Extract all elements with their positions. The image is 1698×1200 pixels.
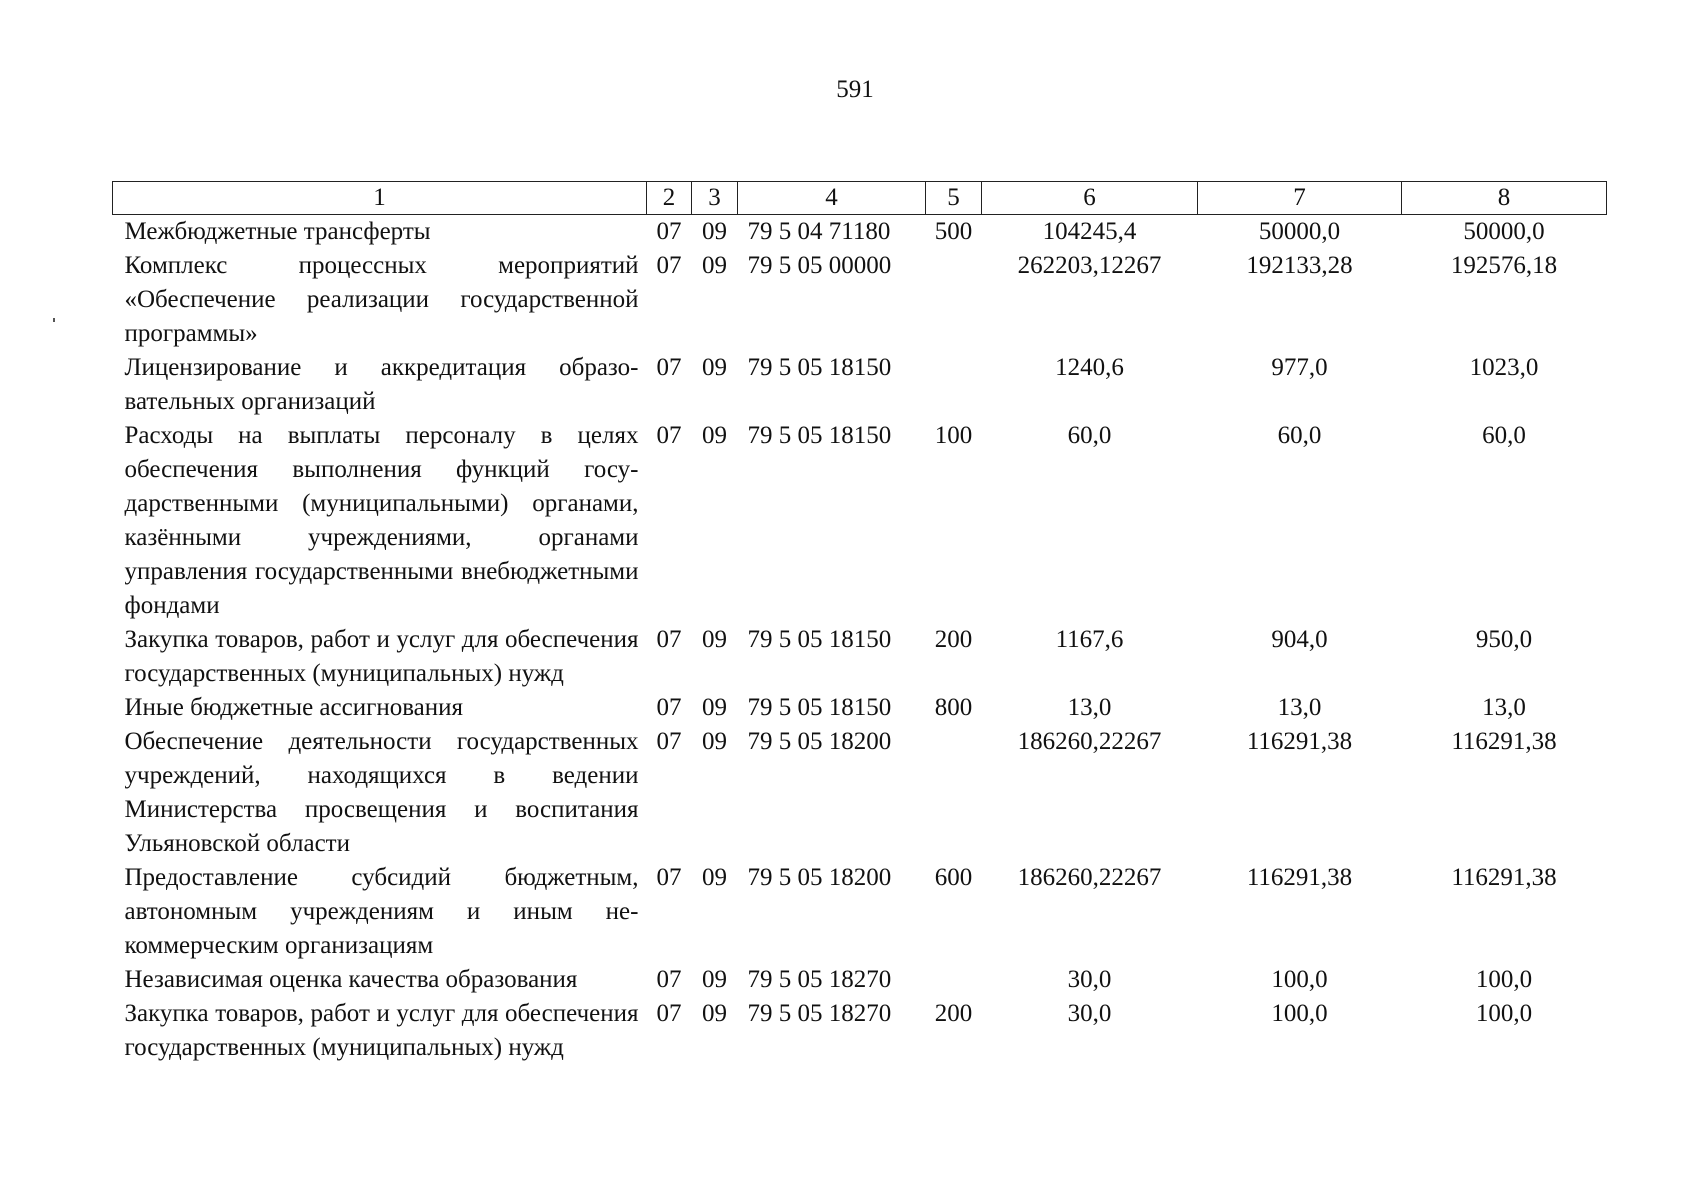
row-name: Расходы на выплаты персоналу в целях обеспечения выполнения функций государственными (муниципальными) органами, казёнными учреждениями, органами управления государственными внебюджетными фондами xyxy=(124,422,639,619)
row-name: Закупка товаров, работ и услуг для обеспечения государственных (муниципальных) нужд xyxy=(124,626,639,687)
row-value-col8: 1023,0 xyxy=(1469,354,1539,381)
row-section: 07 xyxy=(656,966,682,993)
header-col-1: 1 xyxy=(113,182,647,215)
table-row xyxy=(113,249,1607,351)
table-row xyxy=(113,997,1607,1065)
row-expense-type: 100 xyxy=(934,422,973,449)
row-name: Независимая оценка качества образования xyxy=(124,966,578,993)
header-row xyxy=(113,182,1607,215)
row-section: 07 xyxy=(656,218,682,245)
row-subsection: 09 xyxy=(702,218,727,245)
header-col-3: 3 xyxy=(692,182,738,215)
row-value-col8: 50000,0 xyxy=(1463,218,1545,245)
row-expense-type: 200 xyxy=(934,1000,973,1027)
row-value-col8: 950,0 xyxy=(1475,626,1533,653)
row-name: Иные бюджетные ассигнования xyxy=(124,694,464,721)
row-value-col6: 1167,6 xyxy=(1055,626,1124,653)
table-row xyxy=(113,963,1607,997)
row-value-col8: 116291,38 xyxy=(1451,728,1557,755)
row-target-code: 79 5 05 18150 xyxy=(747,694,892,721)
row-target-code: 79 5 05 18270 xyxy=(747,966,892,993)
row-expense-type xyxy=(926,351,982,419)
row-value-col7: 977,0 xyxy=(1271,354,1328,381)
row-subsection: 09 xyxy=(702,1000,727,1027)
row-section: 07 xyxy=(656,422,682,449)
row-name: Предоставление субсидий бюджетным, автономным учреждениям и иным некоммерческим организациям xyxy=(124,864,639,959)
table-header xyxy=(113,182,1607,215)
row-expense-type xyxy=(926,725,982,861)
row-value-col7: 100,0 xyxy=(1271,1000,1328,1027)
row-target-code: 79 5 04 71180 xyxy=(747,218,891,245)
row-value-col8: 100,0 xyxy=(1475,966,1533,993)
row-section: 07 xyxy=(656,1000,682,1027)
row-value-col6: 60,0 xyxy=(1067,422,1112,449)
row-expense-type xyxy=(926,963,982,997)
table-row xyxy=(113,351,1607,419)
row-expense-type: 800 xyxy=(934,694,973,721)
header-col-7: 7 xyxy=(1198,182,1402,215)
row-name: Обеспечение деятельности государственных учреждений, находящихся в ведении Министерства просвещения и воспитания Ульяновской области xyxy=(124,728,639,857)
row-value-col7: 60,0 xyxy=(1277,422,1322,449)
row-expense-type: 600 xyxy=(934,864,973,891)
row-section: 07 xyxy=(656,252,682,279)
row-value-col6: 186260,22267 xyxy=(1017,728,1162,755)
row-subsection: 09 xyxy=(702,422,727,449)
row-name: Межбюджетные трансферты xyxy=(124,218,431,245)
row-section: 07 xyxy=(656,694,682,721)
row-target-code: 79 5 05 18150 xyxy=(747,422,892,449)
table-body xyxy=(113,215,1607,1066)
row-name: Лицензирование и аккредитация образовательных организаций xyxy=(124,354,639,415)
row-expense-type: 200 xyxy=(934,626,973,653)
row-section: 07 xyxy=(656,354,682,381)
row-subsection: 09 xyxy=(702,966,727,993)
row-target-code: 79 5 05 18270 xyxy=(747,1000,892,1027)
row-value-col8: 13,0 xyxy=(1482,694,1526,721)
table-row xyxy=(113,215,1607,250)
table-row xyxy=(113,861,1607,963)
row-section: 07 xyxy=(656,626,682,653)
row-value-col6: 13,0 xyxy=(1067,694,1112,721)
row-value-col8: 192576,18 xyxy=(1450,252,1558,279)
row-target-code: 79 5 05 18200 xyxy=(747,728,892,755)
header-col-8: 8 xyxy=(1402,182,1607,215)
header-col-4: 4 xyxy=(738,182,926,215)
row-value-col6: 186260,22267 xyxy=(1017,864,1162,891)
row-value-col7: 116291,38 xyxy=(1246,728,1353,755)
header-col-6: 6 xyxy=(982,182,1198,215)
header-col-2: 2 xyxy=(647,182,692,215)
row-value-col7: 13,0 xyxy=(1277,694,1322,721)
row-name: Закупка товаров, работ и услуг для обеспечения государственных (муниципальных) нужд xyxy=(124,1000,639,1061)
row-value-col7: 50000,0 xyxy=(1258,218,1341,245)
row-name: Комплекс процессных мероприятий «Обеспечение реализации государственной программы» xyxy=(124,252,639,347)
row-value-col6: 1240,6 xyxy=(1055,354,1124,381)
row-section: 07 xyxy=(656,864,682,891)
table-row xyxy=(113,623,1607,691)
page-number: 591 xyxy=(836,76,874,103)
row-value-col6: 262203,12267 xyxy=(1017,252,1162,279)
table-row xyxy=(113,691,1607,725)
row-value-col7: 116291,38 xyxy=(1246,864,1353,891)
row-expense-type: 500 xyxy=(934,218,973,245)
row-subsection: 09 xyxy=(702,252,727,279)
row-value-col6: 104245,4 xyxy=(1042,218,1137,245)
scan-artifact-mark xyxy=(53,318,55,322)
row-subsection: 09 xyxy=(702,354,727,381)
row-expense-type xyxy=(926,249,982,351)
row-subsection: 09 xyxy=(702,864,727,891)
row-value-col7: 904,0 xyxy=(1271,626,1328,653)
row-target-code: 79 5 05 18150 xyxy=(747,626,892,653)
row-value-col7: 100,0 xyxy=(1271,966,1328,993)
budget-table xyxy=(112,181,1607,1065)
table-row xyxy=(113,725,1607,861)
row-value-col8: 116291,38 xyxy=(1451,864,1557,891)
table-row xyxy=(113,419,1607,623)
row-target-code: 79 5 05 18200 xyxy=(747,864,892,891)
header-col-5: 5 xyxy=(926,182,982,215)
row-value-col8: 100,0 xyxy=(1475,1000,1533,1027)
row-value-col6: 30,0 xyxy=(1067,966,1112,993)
row-value-col6: 30,0 xyxy=(1067,1000,1112,1027)
row-subsection: 09 xyxy=(702,728,727,755)
row-subsection: 09 xyxy=(702,626,727,653)
row-value-col8: 60,0 xyxy=(1482,422,1526,449)
row-target-code: 79 5 05 18150 xyxy=(747,354,892,381)
row-subsection: 09 xyxy=(702,694,727,721)
row-value-col7: 192133,28 xyxy=(1246,252,1353,279)
row-target-code: 79 5 05 00000 xyxy=(747,252,892,279)
row-section: 07 xyxy=(656,728,682,755)
